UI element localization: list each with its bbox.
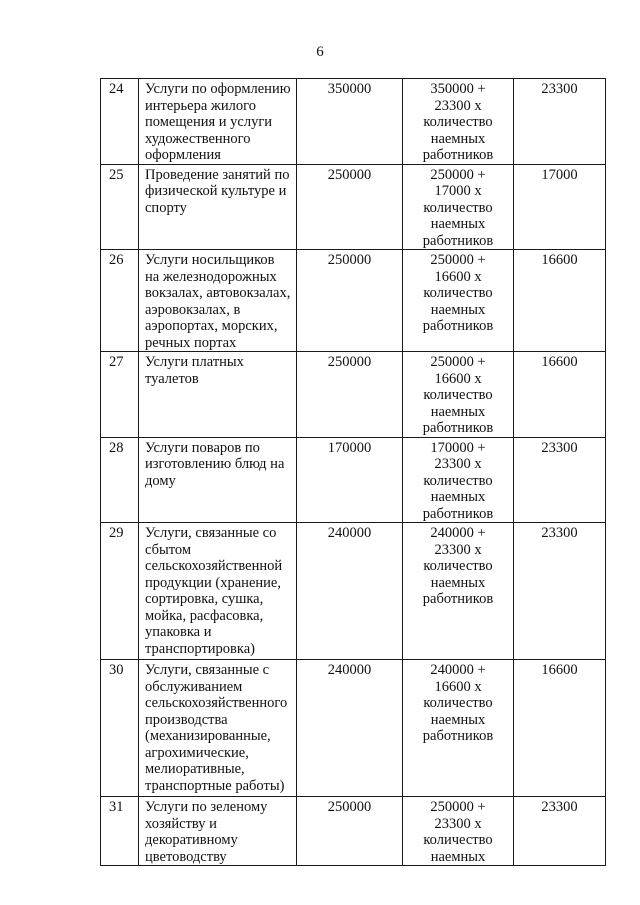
- rate-per-worker: 23300: [514, 437, 606, 523]
- table-row: [101, 523, 606, 660]
- table-row: [101, 250, 606, 352]
- formula-line: 23300 х: [434, 541, 482, 558]
- rate-per-worker: 16600: [514, 352, 606, 438]
- row-number: 28: [101, 437, 139, 523]
- formula-line: 250000 +: [430, 252, 486, 268]
- row-number: 26: [101, 250, 139, 352]
- row-number: 25: [101, 164, 139, 250]
- row-number: 24: [101, 79, 139, 165]
- table-row: [101, 164, 606, 250]
- formula-line: 240000 +: [430, 525, 486, 541]
- amount-formula: [403, 250, 514, 352]
- formula-line: работников: [422, 232, 494, 249]
- formula-line: 250000 +: [430, 799, 486, 815]
- amount-formula: [403, 523, 514, 660]
- service-name: Услуги, связанные с обслуживанием сельскохозяйственного производства (механизированные, агрохимические, мелиоративные, транспортные работы): [139, 660, 297, 797]
- formula-line: количество: [423, 114, 493, 130]
- formula-line: 240000 +: [430, 662, 486, 678]
- formula-line: работников: [422, 420, 494, 436]
- rate-per-worker: 16600: [514, 250, 606, 352]
- service-name: Услуги платных туалетов: [139, 352, 297, 438]
- row-number: 30: [101, 660, 139, 797]
- amount-formula: [403, 437, 514, 523]
- amount-formula: [403, 797, 514, 866]
- base-amount: 250000: [297, 250, 403, 352]
- formula-line: 16600 х: [434, 370, 482, 387]
- amount-formula: [403, 352, 514, 438]
- formula-line: количество: [423, 199, 493, 216]
- formula-line: 250000 +: [430, 166, 486, 183]
- base-amount: 170000: [297, 437, 403, 523]
- formula-line: наемных: [430, 711, 486, 728]
- formula-line: 23300 х: [434, 815, 482, 832]
- rate-per-worker: 23300: [514, 79, 606, 165]
- formula-line: наемных: [430, 216, 486, 232]
- table-row: [101, 352, 606, 438]
- service-name: Проведение занятий по физической культуре и спорту: [139, 164, 297, 250]
- formula-line: количество: [423, 695, 493, 711]
- rate-per-worker: 16600: [514, 660, 606, 797]
- formula-line: наемных: [430, 130, 486, 147]
- row-number: 31: [101, 797, 139, 866]
- rate-per-worker: 17000: [514, 164, 606, 250]
- formula-line: работников: [422, 505, 494, 522]
- amount-formula: [403, 164, 514, 250]
- formula-line: наемных: [430, 403, 486, 420]
- formula-line: 23300 х: [434, 97, 482, 114]
- base-amount: 250000: [297, 352, 403, 438]
- amount-formula: [403, 79, 514, 165]
- amount-formula: [403, 660, 514, 797]
- formula-line: 16600 х: [434, 268, 482, 285]
- formula-line: 350000 +: [430, 81, 486, 97]
- base-amount: 240000: [297, 660, 403, 797]
- formula-line: наемных: [430, 301, 486, 318]
- formula-line: 16600 х: [434, 678, 482, 695]
- formula-line: наемных: [430, 848, 486, 865]
- service-name: Услуги по оформлению интерьера жилого помещения и услуги художественного оформления: [139, 79, 297, 165]
- formula-line: наемных: [430, 489, 486, 505]
- service-name: Услуги поваров по изготовлению блюд на дому: [139, 437, 297, 523]
- table-row: [101, 660, 606, 797]
- rate-per-worker: 23300: [514, 523, 606, 660]
- service-name: Услуги, связанные со сбытом сельскохозяйственной продукции (хранение, сортировка, сушка, мойка, расфасовка, упаковка и транспортировка): [139, 523, 297, 660]
- base-amount: 350000: [297, 79, 403, 165]
- formula-line: количество: [423, 558, 493, 574]
- formula-line: 17000 х: [434, 183, 482, 199]
- rate-per-worker: 23300: [514, 797, 606, 866]
- formula-line: количество: [423, 832, 493, 848]
- tariff-table: [100, 78, 606, 866]
- row-number: 27: [101, 352, 139, 438]
- formula-line: наемных: [430, 574, 486, 591]
- base-amount: 250000: [297, 164, 403, 250]
- formula-line: работников: [422, 147, 494, 163]
- formula-line: количество: [423, 387, 493, 403]
- formula-line: работников: [422, 728, 494, 744]
- service-name: Услуги носильщиков на железнодорожных вокзалах, автовокзалах, аэровокзалах, в аэропортах, морских, речных портах: [139, 250, 297, 352]
- formula-line: количество: [423, 472, 493, 489]
- formula-line: работников: [422, 591, 494, 607]
- formula-line: 170000 +: [430, 439, 486, 456]
- base-amount: 250000: [297, 797, 403, 866]
- table-row: [101, 79, 606, 165]
- table-row: [101, 797, 606, 866]
- table-row: [101, 437, 606, 523]
- formula-line: 250000 +: [430, 354, 486, 370]
- base-amount: 240000: [297, 523, 403, 660]
- formula-line: количество: [423, 285, 493, 301]
- formula-line: 23300 х: [434, 456, 482, 472]
- row-number: 29: [101, 523, 139, 660]
- service-name: Услуги по зеленому хозяйству и декоративному цветоводству: [139, 797, 297, 866]
- formula-line: работников: [422, 318, 494, 334]
- page-number: 6: [316, 44, 324, 60]
